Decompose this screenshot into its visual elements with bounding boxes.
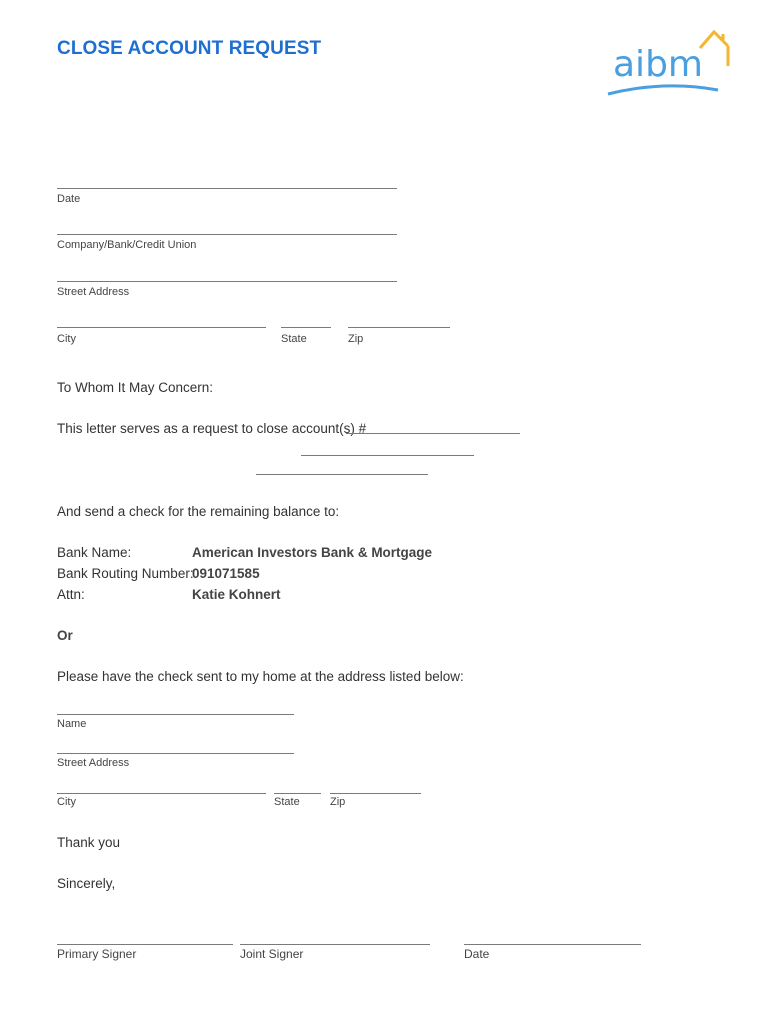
greeting: To Whom It May Concern: [57,380,214,395]
primary-signer-label: Primary Signer [57,947,137,961]
home-city-label: City [57,796,76,808]
account-number-line-2[interactable] [301,455,474,456]
home-zip-line[interactable] [330,793,421,794]
page-title: CLOSE ACCOUNT REQUEST [57,38,322,59]
signature-date-label: Date [464,947,490,961]
account-number-line-3[interactable] [256,474,428,475]
attn-label: Attn: [57,587,85,602]
joint-signer-line[interactable] [240,944,430,945]
zip-label: Zip [348,333,364,345]
street-line[interactable] [57,281,397,282]
city-label: City [57,333,76,345]
account-number-line[interactable] [346,433,520,434]
city-line[interactable] [57,327,266,328]
aibm-logo [604,26,740,98]
send-check-text: And send a check for the remaining balance to: [57,504,340,519]
routing-label: Bank Routing Number: [57,566,194,581]
home-state-line[interactable] [274,793,321,794]
home-name-label: Name [57,718,87,730]
thank-you-text: Thank you [57,835,121,850]
or-text: Or [57,628,73,643]
logo-text: aibm [613,44,703,85]
home-name-line[interactable] [57,714,294,715]
home-street-label: Street Address [57,757,130,769]
state-label: State [281,333,307,345]
date-line[interactable] [57,188,397,189]
home-street-line[interactable] [57,753,294,754]
home-city-line[interactable] [57,793,266,794]
home-address-text: Please have the check sent to my home at the address listed below: [57,669,464,684]
signature-date-line[interactable] [464,944,641,945]
bank-name-value: American Investors Bank & Mortgage [192,545,433,560]
zip-line[interactable] [348,327,450,328]
home-state-label: State [274,796,300,808]
company-line[interactable] [57,234,397,235]
primary-signer-line[interactable] [57,944,233,945]
company-label: Company/Bank/Credit Union [57,239,197,251]
joint-signer-label: Joint Signer [240,947,304,961]
date-label: Date [57,193,81,205]
state-line[interactable] [281,327,331,328]
bank-name-label: Bank Name: [57,545,132,560]
sincerely-text: Sincerely, [57,876,116,891]
request-text: This letter serves as a request to close account(s) # [57,421,367,436]
street-label: Street Address [57,286,130,298]
home-zip-label: Zip [330,796,346,808]
attn-value: Katie Kohnert [192,587,281,602]
routing-value: 091071585 [192,566,260,581]
